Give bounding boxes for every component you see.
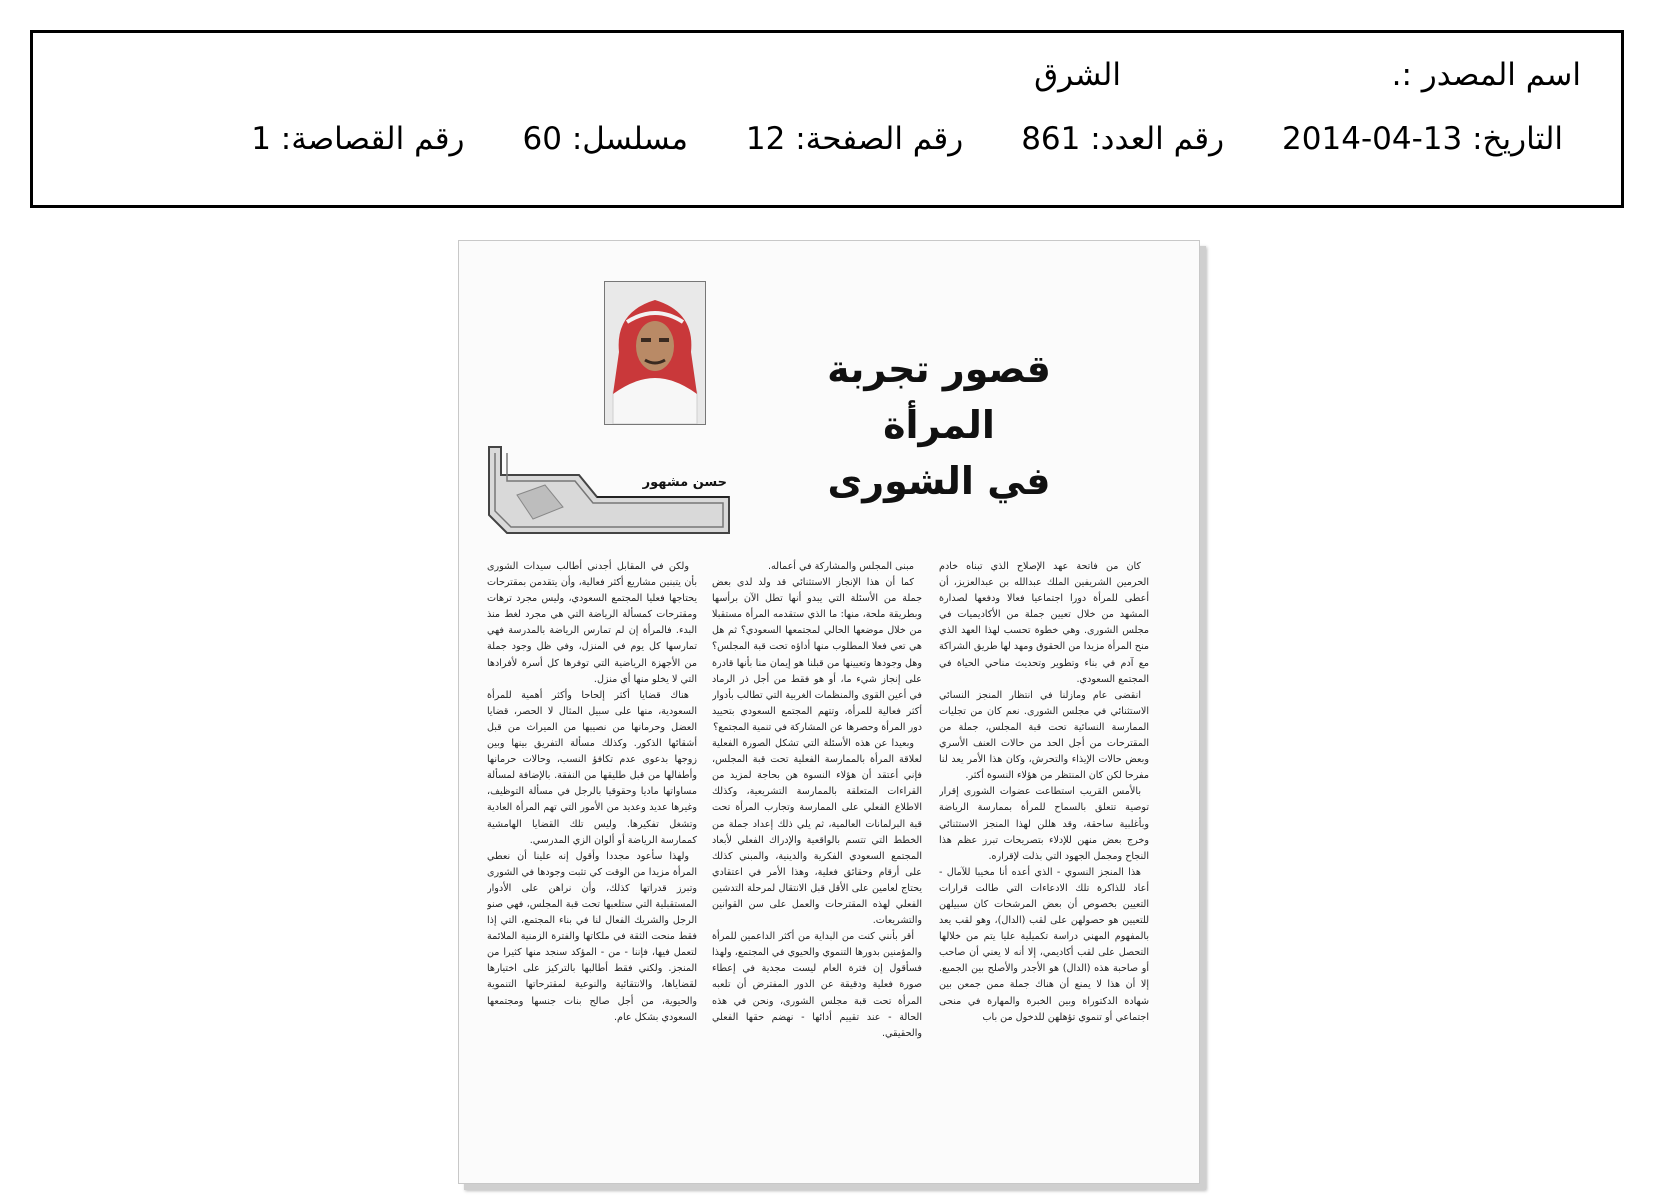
- clipping-number-field: رقم القصاصة: 1: [251, 121, 465, 157]
- paragraph: ولكن في المقابل أجدني أطالب سيدات الشورى بأن يتبنين مشاريع أكثر فعالية، وأن يتقدمن بمقترحات يحتاجها فعليا المجتمع السعودي، وليس مجرد ترهات ومقترحات كمسألة الرياضة التي هي مجرد لغط منذ البدء. فالمرأة إن لم تمارس الرياضة بالمدرسة فهي تمارسها كل يوم في المنزل، وفي ظل وجود جملة من الأجهزة الرياضية التي توفرها كل أسرة لأفرادها التي لا يخلو منها أي منزل.: [487, 561, 697, 685]
- headline-line-1: قصور تجربة المرأة: [827, 347, 1051, 447]
- author-portrait-image: [605, 282, 705, 424]
- newspaper-clipping: [458, 240, 1200, 1184]
- paragraph: مبنى المجلس والمشاركة في أعماله.: [767, 561, 914, 572]
- date-field: التاريخ: 13-04-2014: [1282, 121, 1563, 157]
- paragraph: بالأمس القريب استطاعت عضوات الشورى إقرار توصية تتعلق بالسماح للمرأة بممارسة الرياضة وبأغلبية ساحقة، وقد هللن لهذا المنجز الاستثنائي وخرج بعض منهن للإدلاء بتصريحات تبرز عظم هذا النجاح ومجمل الجهود التي بذلت لإقراره.: [939, 786, 1149, 862]
- clipping-info-box: [30, 30, 1624, 208]
- serial-field: مسلسل: 60: [522, 121, 688, 157]
- paragraph: أقر بأنني كنت من البداية من أكثر الداعمين للمرأة والمؤمنين بدورها التنموي والحيوي في المجتمع، ولهذا فسأقول إن فترة العام ليست مجدية في إعطاء صورة فعلية ودقيقة عن الدور المفترض أن تلعبه المرأة تحت قبة مجلس الشورى، ونحن في هذه الحالة - عند تقييم أدائها - نهضم حقها الفعلي والحقيقي.: [712, 931, 922, 1039]
- paragraph: هذا المنجز النسوي - الذي أعده أنا مخيبا للآمال - أعاد للذاكرة تلك الادعاءات التي طالت قرارات التعيين بخصوص أن بعض المرشحات كان سبيلهن للتعيين هو حصولهن على لقب (الدال)، وهو لقب يعد بالمفهوم المهني دراسة تكميلية عليا يتم من خلالها التحصل على لقب أكاديمي، إلا أنه لا يعني أن صاحب أو صاحبة هذه (الدال) هو الأجدر والأصلح بين الجميع. إلا أن هذا لا يمنع أن هناك جملة ممن جمعن بين شهادة الدكتوراة وبين الخبرة والمهارة في منحى اجتماعي أو تنموي تؤهلهن للدخول من باب: [939, 866, 1149, 1023]
- paragraph: وبعيدا عن هذه الأسئلة التي تشكل الصورة الفعلية لعلاقة المرأة بالممارسة الفعلية تحت قبة المجلس، فإني أعتقد أن هؤلاء النسوة هن بحاجة لمزيد من القراءات المتعلقة بالممارسة التشريعية، وكذلك الاطلاع الفعلي على الممارسة وتجارب المرأة تحت قبة البرلمانات العالمية، ثم يلي ذلك إعداد جملة من الخطط التي تتسم بالواقعية والإدراك الفعلي لأبعاد المجتمع السعودي الفكرية والدينية، والمبني كذلك على أرقام وحقائق فعلية، وهذا الأمر في اعتقادي يحتاج لعامين على الأقل قبل الانتقال لمرحلة التدشين الفعلي لهذه المقترحات والعمل على سن القوانين والتشريعات.: [712, 738, 922, 927]
- paragraph: ولهذا سأعود مجددا وأقول إنه علينا أن نعطي المرأة مزيدا من الوقت كي تثبت وجودها في الشورى وتبرز قدراتها كذلك، وأن نراهن على الأدوار المستقبلية التي ستلعبها تحت قبة المجلس، فهي صنو الرجل والشريك الفعال لنا في بناء المجتمع، التي إذا فقط منحت الثقة في ملكاتها والفترة الزمنية الملائمة لتعمل فيها، فإننا - من - المؤكد سنجد منها كثيرا من المنجز. ولكني فقط أطالبها بالتركيز على اختيارها لقضاياها، والانتقائية والنوعية لمقترحاتها التنموية والحيوية، من أجل صالح بنات جنسها ومجتمعها السعودي بشكل عام.: [487, 850, 697, 1023]
- clipping-meta-row: [251, 121, 1563, 157]
- paragraph: انقضى عام ومازلنا في انتظار المنجز النسائي الاستثنائي في مجلس الشورى. نعم كان من تجليات الممارسة النسائية تحت قبة المجلس، جملة من المقترحات من أجل الحد من حالات العنف الأسري وبعض حالات الإيذاء والتحرش، وكان هذا الأمر يعد لنا مفرحا لكن كان المنتظر من هؤلاء النسوة أكثر.: [939, 689, 1149, 782]
- paragraph: كما أن هذا الإنجاز الاستثنائي قد ولد لدى بعض جملة من الأسئلة التي يبدو أنها تطل الآن برأسها وبطريقة ملحة، منها: ما الذي ستقدمه المرأة مستقبلا من خلال موضعها الحالي لمجتمعها السعودي؟ ثم هل هي تعي فعلا المطلوب منها أداؤه تحت قبة المجلس؟ وهل وجودها وتعيينها من قبلنا هو إيمان منا بأنها قادرة على إنجاز شيء ما، أو هو فقط من أجل ذر الرماد في أعين القوى والمنظمات الغربية التي تطالب بأدوار أكثر فعالية للمرأة، وتتهم المجتمع السعودي بتحييد دور المرأة وحصرها عن المشاركة في تنمية المجتمع؟: [712, 577, 922, 733]
- article-column-middle: [712, 559, 922, 1159]
- article-column-right: [939, 559, 1149, 1159]
- author-byline: حسن مشهور: [642, 475, 727, 490]
- article-headline: [789, 341, 1089, 509]
- byline-decoration: [487, 445, 731, 535]
- paragraph: هناك قضايا أكثر إلحاحا وأكثر أهمية للمرأة السعودية، منها على سبيل المثال لا الحصر، قضايا العضل وحرمانها من نصيبها من الميراث من قبل أشقائها الذكور. وكذلك مسألة التفريق بينها وبين زوجها بدعوى عدم تكافؤ النسب، وحالات حرمانها وأطفالها من قبل طليقها من النفقة. بالإضافة لمسألة مساواتها ماديا وحقوقيا بالرجل في مسألة التوظيف، وغيرها عديد وعديد من الأمور التي تهم المرأة العادية وتشغل تفكيرها. وليس تلك القضايا الهامشية كممارسة الرياضة أو ألوان الزي المدرسي.: [487, 689, 697, 846]
- headline-line-2: في الشورى: [827, 459, 1051, 503]
- author-photo: [604, 281, 706, 425]
- source-label: اسم المصدر :.: [1391, 57, 1581, 93]
- issue-number-field: رقم العدد: 861: [1021, 121, 1225, 157]
- source-value: الشرق: [1034, 57, 1121, 93]
- paragraph: كان من فاتحة عهد الإصلاح الذي تبناه خادم الحرمين الشريفين الملك عبدالله بن عبدالعزيز، أن أعطى للمرأة دورا اجتماعيا فعالا ودفعها لصدارة المشهد من خلال تعيين جملة من الأكاديميات في مجلس الشورى. وهي خطوة تحسب لهذا العهد الذي منح المرأة مزيدا من الحقوق ومهد لها طريق الشراكة مع آدم في بناء وتطوير وتحديث مناحي الحياة في المجتمع السعودي.: [939, 561, 1149, 685]
- page-number-field: رقم الصفحة: 12: [745, 121, 964, 157]
- article-column-left: [487, 559, 697, 1159]
